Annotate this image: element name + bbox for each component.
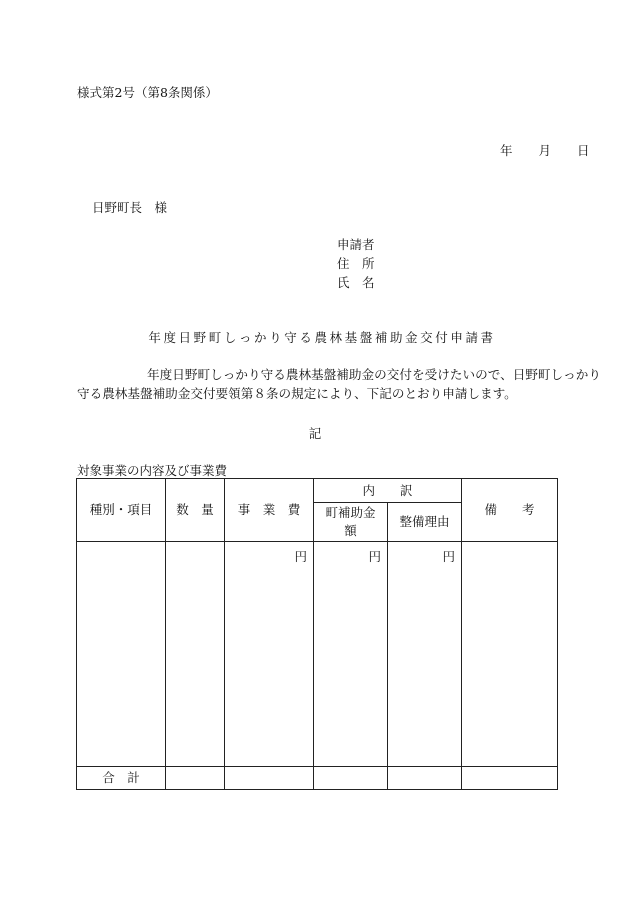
cell-type-item[interactable] — [77, 542, 166, 767]
cell-cost[interactable] — [225, 542, 314, 767]
yen-unit: 円 — [442, 549, 456, 564]
addressee: 日野町長 様 — [92, 200, 168, 215]
document-title: 年度日野町しっかり守る農林基盤補助金交付申請書 — [148, 330, 496, 345]
header-maintenance-reason: 整備理由 — [388, 503, 462, 542]
total-label: 合 計 — [77, 767, 166, 790]
header-type-item: 種別・項目 — [77, 479, 166, 542]
header-remarks: 備 考 — [462, 479, 558, 542]
header-town-subsidy: 町補助金額 — [314, 503, 388, 542]
ki-heading: 記 — [308, 426, 322, 441]
date-line — [500, 141, 590, 159]
address-label: 住 所 — [337, 256, 375, 271]
applicant-block — [337, 235, 375, 292]
cell-maintenance-reason[interactable] — [388, 542, 462, 767]
header-cost: 事 業 費 — [225, 479, 314, 542]
cell-town-subsidy[interactable] — [314, 542, 388, 767]
total-cost[interactable] — [225, 767, 314, 790]
table-caption: 対象事業の内容及び事業費 — [77, 463, 228, 478]
total-remarks[interactable] — [462, 767, 558, 790]
total-quantity[interactable] — [166, 767, 225, 790]
body-paragraph — [77, 365, 601, 403]
date-month-label: 月 — [538, 143, 552, 158]
date-day-label: 日 — [577, 143, 590, 158]
expense-table — [76, 478, 558, 790]
cell-remarks[interactable] — [462, 542, 558, 767]
applicant-label: 申請者 — [337, 237, 375, 252]
yen-unit: 円 — [294, 549, 307, 564]
total-town-subsidy[interactable] — [314, 767, 388, 790]
total-maintenance-reason[interactable] — [388, 767, 462, 790]
body-text: 年度日野町しっかり守る農林基盤補助金の交付を受けたいので、日野町しっかり守る農林基盤補助金交付要領第８条の規定により、下記のとおり申請します。 — [77, 367, 601, 401]
name-label: 氏 名 — [337, 275, 375, 290]
date-year-label: 年 — [500, 143, 513, 158]
header-breakdown: 内 訳 — [314, 479, 462, 503]
header-quantity: 数 量 — [166, 479, 225, 542]
yen-unit: 円 — [368, 549, 381, 564]
form-number: 様式第2号（第8条関係） — [77, 85, 218, 100]
cell-quantity[interactable] — [166, 542, 225, 767]
